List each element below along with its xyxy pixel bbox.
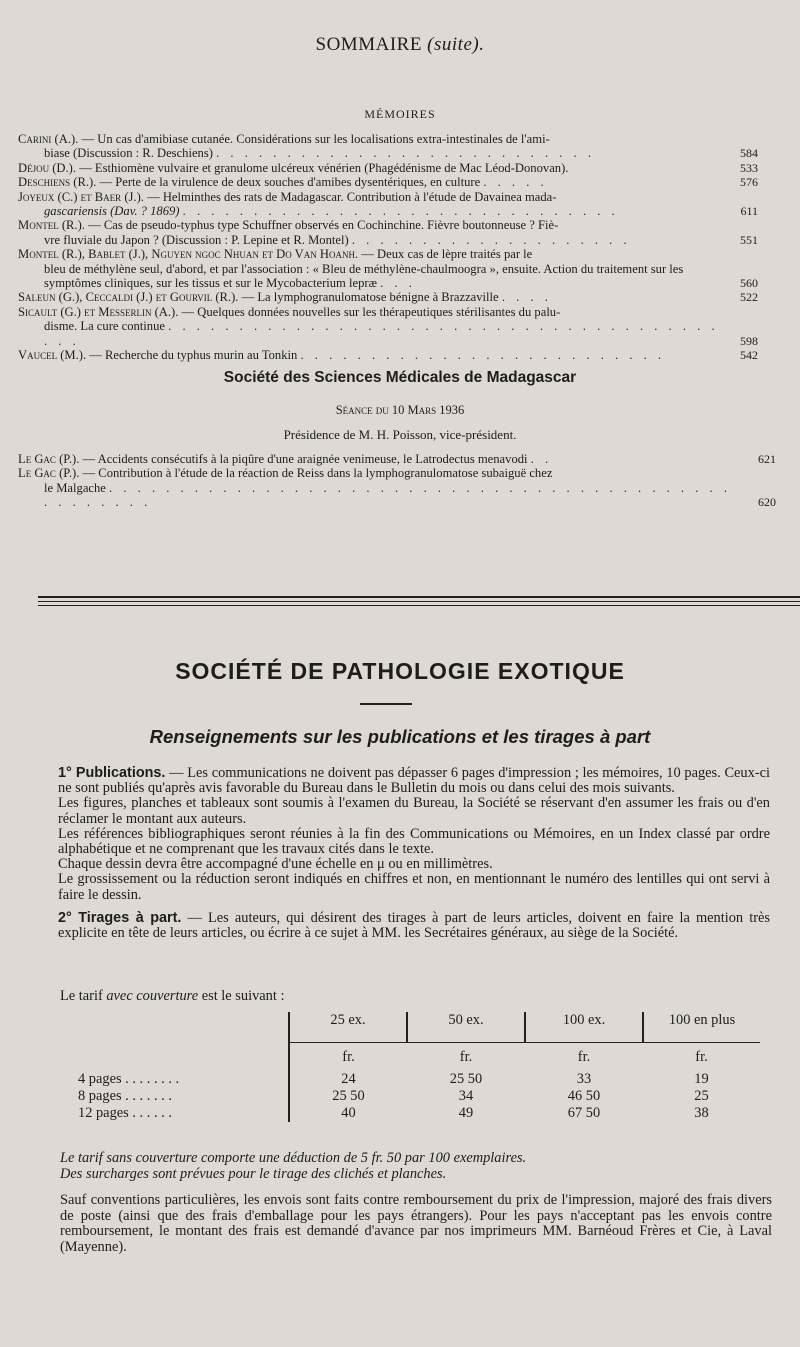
- section-divider: [38, 605, 800, 606]
- tarif-header-row: [72, 1012, 760, 1043]
- entry-title: — Esthiomène vulvaire et granulome ulcéreux vénérien (Phagédénisme de Mac Léod-Donovan).: [79, 160, 569, 175]
- entry-title: — Helminthes des rats de Madagascar. Contribution à l'étude de Davainea mada-: [147, 189, 557, 204]
- toc-entry: Le Gac (P.). — Accidents consécutifs à la piqûre d'une araignée venimeuse, le Latrodectus menavodi . . 621: [18, 452, 776, 466]
- table-row: 8 pages . . . . . . . 25 50 34 46 50 25: [72, 1088, 760, 1105]
- table-cell: 25: [694, 1088, 709, 1104]
- column-header: 100 ex.: [525, 1012, 643, 1043]
- toc-entry: [18, 161, 758, 175]
- final-paragraph: Sauf conventions particulières, les envois sont faits contre remboursement du prix de l'impression, majoré des frais divers de poste (ainsi que des frais d'emballage pour les pays étrangers). Pour les pays n'acceptant pas les envois contre remboursement, le montant des frais est demandé d'avance par nos imprimeurs MM. Barnéoud Frères et Cie, à Laval (Mayenne).: [60, 1192, 772, 1255]
- header-suffix: (suite).: [427, 34, 485, 55]
- entry-page: 621: [758, 452, 776, 466]
- page-header: [0, 34, 800, 56]
- table-cell: 40: [289, 1105, 407, 1122]
- toc-entry: Saleun (G.), Ceccaldi (J.) et Gourvil (R.). — La lymphogranulomatose bénigne à Brazzaville . . . . 522: [18, 290, 758, 305]
- table-cell: 67 50: [567, 1105, 601, 1121]
- note-line: Des surcharges sont prévues pour le tirage des clichés et planches.: [60, 1166, 447, 1182]
- entry-page: 533: [740, 160, 758, 175]
- entry-title: — Perte de la virulence de deux souches d'amibes dysentériques, en culture: [99, 175, 481, 190]
- unit-label: fr.: [643, 1043, 760, 1072]
- toc-entry: Montel (R.). — Cas de pseudo-typhus type Schuffner observés en Cochinchine. Fièvre boutonneuse ? Fiè- vre fluviale du Japon ? (Discussion : P. Lepine et R. Montel) . . . . . . . . . . . . . . . . . . . . 551: [18, 218, 758, 247]
- column-header: 25 ex.: [289, 1012, 407, 1043]
- unit-label: fr.: [525, 1043, 643, 1072]
- toc-entry: Joyeux (C.) et Baer (J.). — Helminthes des rats de Madagascar. Contribution à l'étude de Davainea mada- gascariensis (Dav. ? 1869) . . . . . . . . . . . . . . . . . . . . . . . . . . . . . . . 611: [18, 189, 758, 219]
- table-cell: 25 50: [289, 1088, 407, 1105]
- tirages-lead: 2° Tirages à part.: [58, 909, 182, 926]
- tirages-paragraph: 2° Tirages à part. — Les auteurs, qui désirent des tirages à part de leurs articles, doivent en faire la mention très explicite en tête de leurs articles, ou écrire à ce sujet à MM. les Secrétaires généraux, au siège de la Société.: [58, 909, 770, 942]
- entry-continuation: le Malgache: [44, 480, 106, 495]
- section-subtitle: Renseignements sur les publications et les tirages à part: [149, 726, 651, 747]
- column-header: 50 ex.: [407, 1012, 525, 1043]
- entry-author: Deschiens (R.).: [18, 175, 97, 190]
- row-label: 8 pages: [78, 1088, 122, 1104]
- section-divider: [38, 596, 800, 598]
- entry-author: Déjou (D.).: [18, 160, 77, 175]
- society-title: SOCIÉTÉ DE PATHOLOGIE EXOTIQUE: [175, 658, 625, 684]
- entry-title: — Quelques données nouvelles sur les thérapeutiques stérilisantes du palu-: [181, 304, 561, 319]
- paragraph: Le grossissement ou la réduction seront indiqués en chiffres et non, en mentionnant le numéro des lentilles qui ont servi à faire le dessin.: [58, 871, 770, 903]
- entry-continuation: gascariensis (Dav. ? 1869): [44, 204, 180, 219]
- entry-continuation: biase (Discussion : R. Deschiens): [44, 146, 213, 161]
- toc-entry: Deschiens (R.). — Perte de la virulence de deux souches d'amibes dysentériques, en culture . . . . . 576: [18, 175, 758, 190]
- entry-page: 551: [740, 232, 758, 247]
- entry-author: Carini (A.).: [18, 132, 79, 146]
- paragraph: Les références bibliographiques seront réunies à la fin des Communications ou Mémoires, en un Index classé par ordre alphabétique et ne comprenant que les travaux cités dans le texte.: [58, 825, 770, 858]
- entry-page: 598: [740, 333, 758, 348]
- unit-label: fr.: [289, 1043, 407, 1072]
- societe-title: Société des Sciences Médicales de Madagascar: [223, 369, 577, 386]
- table-cell: 19: [694, 1071, 709, 1087]
- table-cell: 25 50: [449, 1071, 483, 1087]
- section-divider: [38, 601, 800, 602]
- entry-title: — Contribution à l'étude de la réaction de Reiss dans la lymphogranulomatose subaiguë chez: [82, 466, 553, 481]
- presidence-line: Présidence de M. H. Poisson, vice-président.: [283, 427, 517, 442]
- toc-entry: Montel (R.), Bablet (J.), Nguyen ngoc Nhuan et Do Van Hoanh. — Deux cas de lèpre traités par le bleu de méthylène seul, d'abord, et par l'association : « Bleu de méthylène-chaulmoogra », ensuite. Action du traitement sur les symptômes cliniques, sur les tissus et sur le Mycobacterium lepræ . . . 560: [18, 247, 758, 291]
- row-label: 4 pages: [78, 1071, 122, 1087]
- memoires-heading: MÉMOIRES: [364, 107, 436, 121]
- publications-paragraph: 1° Publications. — Les communications ne doivent pas dépasser 6 pages d'impression ; les mémoires, 10 pages. Ceux-ci ne sont publiés qu'après avis favorable du Bureau dans le Bulletin du mois ou dans celui des mois suivants.: [58, 765, 770, 797]
- table-cell: 38: [694, 1105, 709, 1121]
- title-rule: [360, 703, 412, 705]
- publications-lead: 1° Publications.: [58, 765, 166, 781]
- note-line: Le tarif sans couverture comporte une déduction de 5 fr. 50 par 100 exemplaires.: [60, 1150, 527, 1166]
- toc-entry: Carini (A.). — Un cas d'amibiase cutanée. Considérations sur les localisations extra-intestinales de l'ami- biase (Discussion : R. Deschiens) . . . . . . . . . . . . . . . . . . . . . . . . . . . 584: [18, 132, 758, 161]
- entry-title: — Un cas d'amibiase cutanée. Considérations sur les localisations extra-intestinales de l'ami-: [81, 132, 550, 146]
- header-title: SOMMAIRE: [315, 34, 422, 55]
- column-header: 100 en plus: [643, 1012, 760, 1043]
- row-label: 12 pages: [78, 1105, 129, 1121]
- entry-author: Sicault (G.) et Messerlin (A.).: [18, 304, 179, 319]
- entry-title: — Deux cas de lèpre traités par le: [361, 247, 533, 262]
- toc-entry: Le Gac (P.). — Contribution à l'étude de la réaction de Reiss dans la lymphogranulomatose subaiguë chez le Malgache . . . . . . . . . . . . . . . . . . . . . . . . . . . . . . . . . . . . . . . . . . . . . . . . . . . . 620: [18, 466, 776, 510]
- entry-title: — Cas de pseudo-typhus type Schuffner observés en Cochinchine. Fièvre boutonneuse ? Fiè-: [88, 218, 559, 233]
- entry-page: 522: [740, 290, 758, 305]
- table-cell: 34: [458, 1088, 474, 1104]
- tarif-notes: [60, 1150, 750, 1182]
- memoires-list: [18, 132, 758, 363]
- table-cell: 46 50: [567, 1088, 601, 1104]
- entry-title: — Recherche du typhus murin au Tonkin: [89, 348, 298, 363]
- tarif-table: [72, 1012, 760, 1122]
- toc-entry: Sicault (G.) et Messerlin (A.). — Quelques données nouvelles sur les thérapeutiques stérilisantes du palu- disme. La cure continue . . . . . . . . . . . . . . . . . . . . . . . . . . . . . . . . . . . . . . . . . . 598: [18, 304, 758, 348]
- entry-page: 560: [740, 276, 758, 291]
- table-row: 4 pages . . . . . . . . 24 25 50 33 19: [72, 1071, 760, 1088]
- entry-page: 584: [740, 146, 758, 161]
- entry-continuation: bleu de méthylène seul, d'abord, et par l'association : « Bleu de méthylène-chaulmoogra », ensuite. Action du traitement sur les symptômes cliniques, sur les tissus et sur le Mycobacterium lepræ: [44, 261, 684, 291]
- seance-line: Séance du 10 Mars 1936: [335, 403, 465, 417]
- table-cell: 24: [289, 1071, 407, 1088]
- entry-continuation: vre fluviale du Japon ? (Discussion : P. Lepine et R. Montel): [44, 232, 349, 247]
- entry-page: 611: [740, 204, 758, 219]
- toc-entry: Vaucel (M.). — Recherche du typhus murin au Tonkin . . . . . . . . . . . . . . . . . . . . . . . . . . 542: [18, 348, 758, 363]
- regulations-text: [58, 766, 770, 941]
- entry-author: Le Gac (P.).: [18, 452, 80, 466]
- table-cell: 49: [458, 1105, 474, 1121]
- entry-author: Le Gac (P.).: [18, 466, 80, 481]
- table-row: 12 pages . . . . . . 40 49 67 50 38: [72, 1105, 760, 1122]
- entry-title: — Accidents consécutifs à la piqûre d'une araignée venimeuse, le Latrodectus menavodi: [82, 452, 528, 466]
- entry-continuation: disme. La cure continue: [44, 319, 165, 334]
- entry-author: Joyeux (C.) et Baer (J.).: [18, 189, 144, 204]
- entry-author: Montel (R.), Bablet (J.), Nguyen ngoc Nhuan et Do Van Hoanh.: [18, 247, 359, 262]
- paragraph: Chaque dessin devra être accompagné d'une échelle en μ ou en millimètres.: [58, 856, 493, 873]
- entry-page: 542: [740, 348, 758, 363]
- entry-page: 620: [758, 495, 776, 510]
- paragraph: Les figures, planches et tableaux sont soumis à l'examen du Bureau, la Société se réservant d'en assumer les frais ou d'en réclamer le montant aux auteurs.: [58, 795, 770, 827]
- tarif-unit-row: [72, 1043, 760, 1072]
- societe-entries: [18, 452, 776, 510]
- entry-author: Saleun (G.), Ceccaldi (J.) et Gourvil (R.).: [18, 290, 239, 305]
- entry-page: 576: [740, 175, 758, 190]
- entry-author: Vaucel (M.).: [18, 348, 87, 363]
- entry-author: Montel (R.).: [18, 218, 85, 233]
- unit-label: fr.: [407, 1043, 525, 1072]
- table-cell: 33: [576, 1071, 592, 1087]
- entry-title: — La lymphogranulomatose bénigne à Brazzaville: [241, 290, 499, 305]
- tarif-intro: Le tarif avec couverture est le suivant :: [60, 988, 285, 1004]
